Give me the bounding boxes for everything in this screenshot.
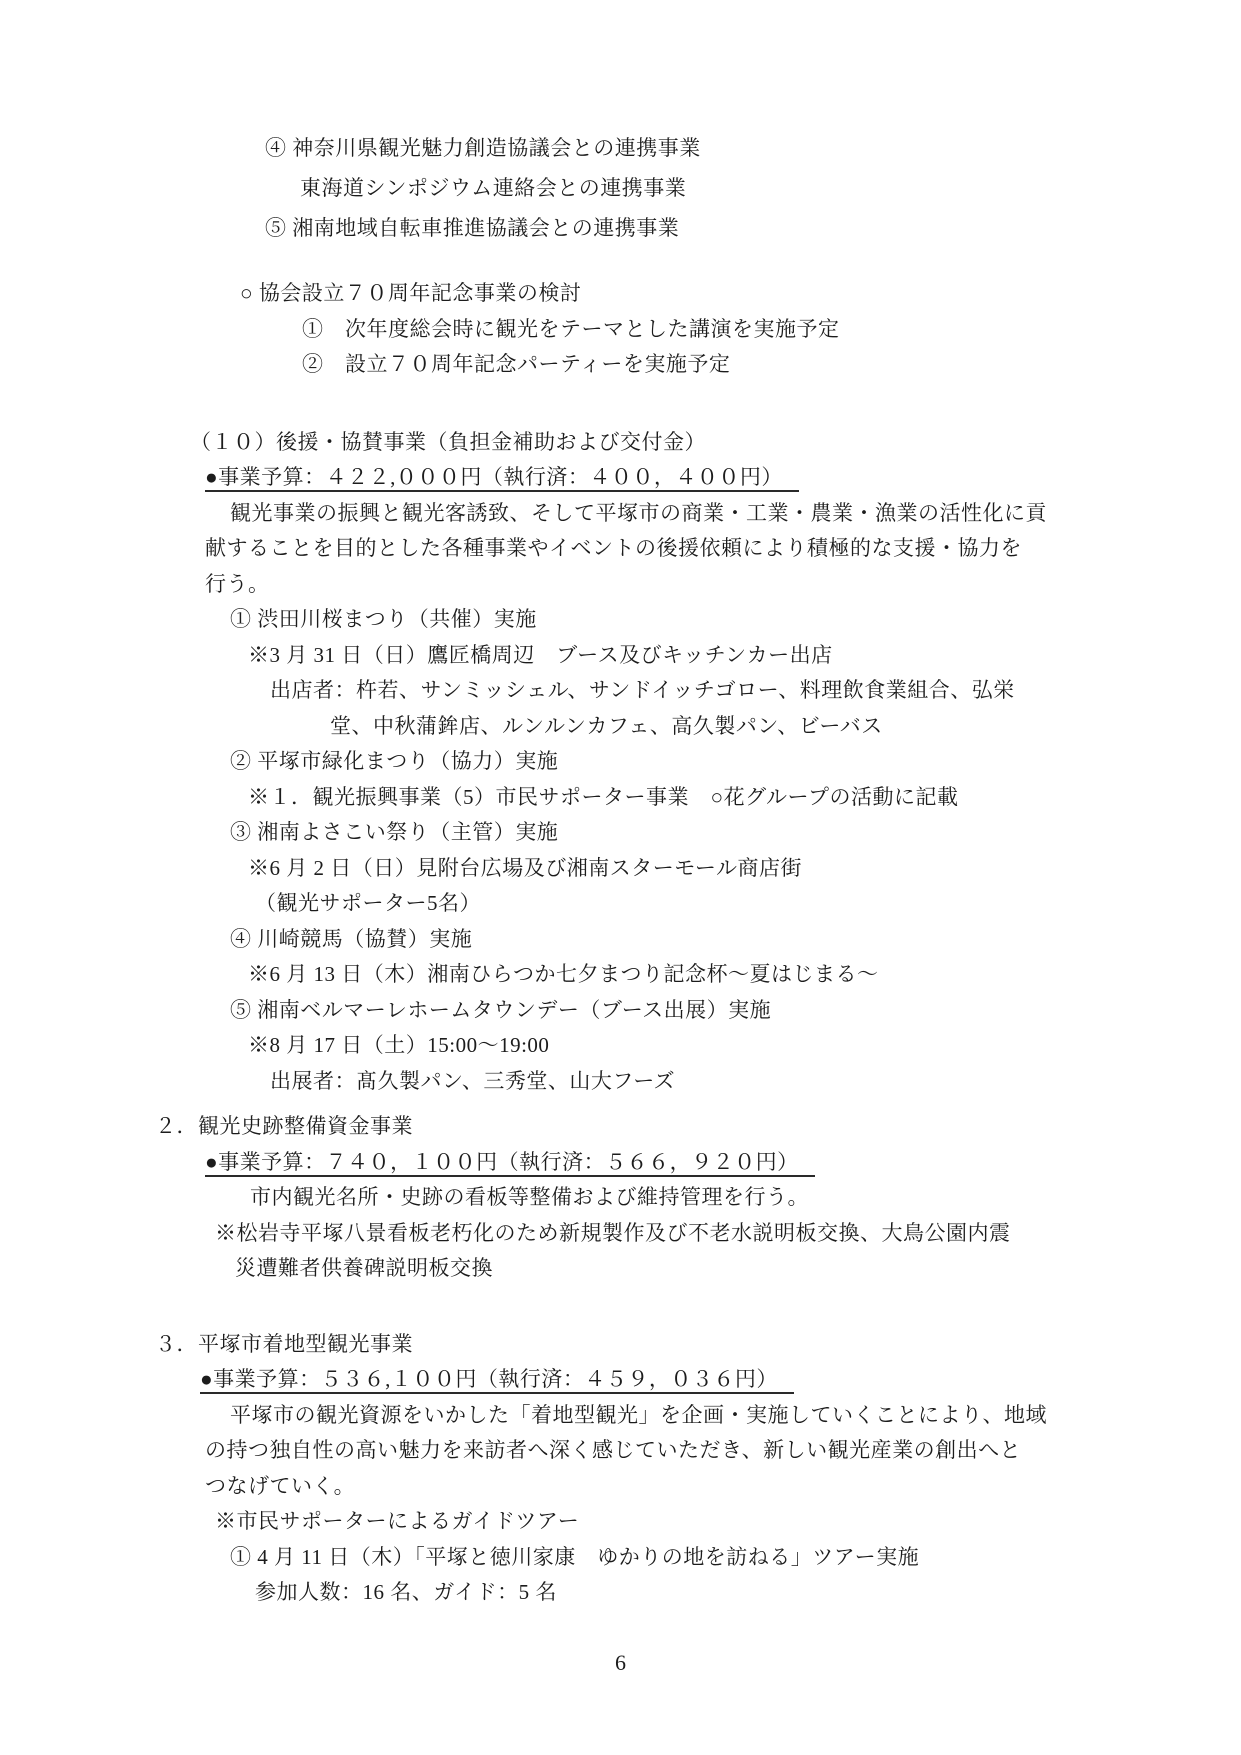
detail-line-text: （観光サポーター5名） — [255, 891, 481, 915]
budget-line-text: ●事業予算：５３６,１００円（執行済：４５９，０３６円） — [200, 1367, 794, 1394]
section-heading — [150, 425, 1181, 461]
list-item-3-text: ③ 湘南よさこい祭り（主管）実施 — [230, 820, 559, 844]
detail-line — [150, 1064, 1181, 1100]
detail-line-cont-text: 堂、中秋蒲鉾店、ルンルンカフェ、高久製パン、ビーバス — [330, 713, 883, 738]
spacer — [150, 383, 1181, 425]
list-item-4-text: ④ 川崎競馬（協賛）実施 — [230, 926, 473, 951]
list-item-2-text: ② 設立７０周年記念パーティーを実施予定 — [302, 352, 731, 376]
note-line — [150, 1028, 1181, 1064]
paragraph-line — [150, 567, 1181, 603]
section-heading — [150, 1109, 1181, 1145]
paragraph-line — [150, 496, 1181, 532]
list-item-5 — [150, 208, 1181, 248]
note-line-text: ※6 月 2 日（日）見附台広場及び湘南スターモール商店街 — [248, 855, 802, 880]
detail-line-text: 参加人数：16 名、ガイド：5 名 — [255, 1580, 557, 1604]
note-line — [150, 1504, 1181, 1540]
list-item-4-cont — [150, 168, 1181, 208]
note-line — [150, 851, 1181, 887]
detail-line — [150, 1575, 1181, 1611]
budget-line — [150, 1145, 1181, 1181]
detail-line — [150, 673, 1181, 709]
spacer — [150, 1287, 1181, 1327]
paragraph-line — [150, 531, 1181, 567]
list-item-4-text: ④ 神奈川県観光魅力創造協議会との連携事業 — [265, 136, 701, 160]
section-heading — [150, 1327, 1181, 1363]
note-line-cont — [150, 1251, 1181, 1287]
detail-line-text: 出展者：髙久製パン、三秀堂、山大フーズ — [270, 1068, 676, 1093]
list-item-1 — [150, 1540, 1181, 1576]
list-item-1-text: ① 渋田川桜まつり（共催）実施 — [230, 607, 537, 631]
note-line-cont-text: 災遭難者供養碑説明板交換 — [235, 1256, 493, 1280]
detail-line-text: 出店者：杵若、サンミッシェル、サンドイッチゴロー、料理飲食業組合、弘栄 — [270, 678, 1015, 702]
list-item-1 — [150, 312, 1181, 348]
paragraph-line-text: の持つ独自性の高い魅力を来訪者へ深く感じていただき、新しい観光産業の創出へと — [205, 1438, 1022, 1462]
section-heading-text: （１０）後援・協賛事業（負担金補助および交付金） — [190, 429, 706, 454]
list-item-1-text: ① 次年度総会時に観光をテーマとした講演を実施予定 — [302, 316, 840, 341]
section-heading-text: ３．平塚市着地型観光事業 — [155, 1331, 413, 1356]
topic-heading — [150, 276, 1181, 312]
paragraph-line — [150, 1469, 1181, 1505]
budget-line-text: ●事業予算：４２２,０００円（執行済：４００，４００円） — [205, 465, 799, 492]
paragraph-line-text: 観光事業の振興と観光客誘致、そして平塚市の商業・工業・農業・漁業の活性化に貢 — [230, 500, 1047, 525]
note-line — [150, 638, 1181, 674]
paragraph-line-text: つなげていく。 — [205, 1473, 356, 1498]
list-item-4 — [150, 922, 1181, 958]
list-item-2 — [150, 347, 1181, 383]
note-line-text: ※市民サポーターによるガイドツアー — [215, 1509, 580, 1533]
note-line — [150, 1216, 1181, 1252]
paragraph-line-text: 献することを目的とした各種事業やイベントの後援依頼により積極的な支援・協力を — [205, 536, 1022, 560]
list-item-4-cont-text: 東海道シンポジウム連絡会との連携事業 — [300, 176, 687, 200]
spacer — [150, 1099, 1181, 1109]
list-item-5-text: ⑤ 湘南ベルマーレホームタウンデー（ブース出展）実施 — [230, 997, 772, 1022]
document-body — [150, 128, 1181, 1611]
note-line-text: ※8 月 17 日（土）15:00～19:00 — [248, 1033, 550, 1057]
list-item-3 — [150, 815, 1181, 851]
budget-line-text: ●事業予算：７４０，１００円（執行済：５６６，９２０円） — [205, 1150, 815, 1177]
spacer — [150, 248, 1181, 276]
list-item-1-text: ① 4 月 11 日（木）「平塚と徳川家康 ゆかりの地を訪ねる」ツアー実施 — [230, 1544, 920, 1569]
detail-line-cont — [150, 709, 1181, 745]
paragraph-line — [150, 1180, 1181, 1216]
note-line-text: ※3 月 31 日（日）鷹匠橋周辺 ブース及びキッチンカー出店 — [248, 642, 833, 667]
budget-line — [150, 1362, 1181, 1398]
paragraph-line-text: 平塚市の観光資源をいかした「着地型観光」を企画・実施していくことにより、地域 — [230, 1402, 1047, 1427]
note-line — [150, 780, 1181, 816]
note-line — [150, 957, 1181, 993]
note-line-text: ※松岩寺平塚八景看板老朽化のため新規製作及び不老水説明板交換、大鳥公園内震 — [215, 1220, 1011, 1245]
note-line-text: ※6 月 13 日（木）湘南ひらつか七夕まつり記念杯～夏はじまる～ — [248, 962, 879, 986]
page-number: 6 — [615, 1650, 626, 1675]
note-line-text: ※１．観光振興事業（5）市民サポーター事業 ○花グループの活動に記載 — [248, 784, 959, 809]
section-heading-text: ２．観光史跡整備資金事業 — [155, 1114, 413, 1138]
budget-line — [150, 460, 1181, 496]
topic-heading-text: ○ 協会設立７０周年記念事業の検討 — [240, 281, 582, 305]
list-item-2 — [150, 744, 1181, 780]
paragraph-line — [150, 1433, 1181, 1469]
list-item-5 — [150, 993, 1181, 1029]
paragraph-line — [150, 1398, 1181, 1434]
list-item-1 — [150, 602, 1181, 638]
list-item-2-text: ② 平塚市緑化まつり（協力）実施 — [230, 749, 559, 773]
paragraph-line-text: 行う。 — [205, 571, 270, 596]
paragraph-line-text: 市内観光名所・史跡の看板等整備および維持管理を行う。 — [250, 1185, 809, 1209]
list-item-4 — [150, 128, 1181, 168]
detail-line — [150, 886, 1181, 922]
list-item-5-text: ⑤ 湘南地域自転車推進協議会との連携事業 — [265, 216, 680, 240]
